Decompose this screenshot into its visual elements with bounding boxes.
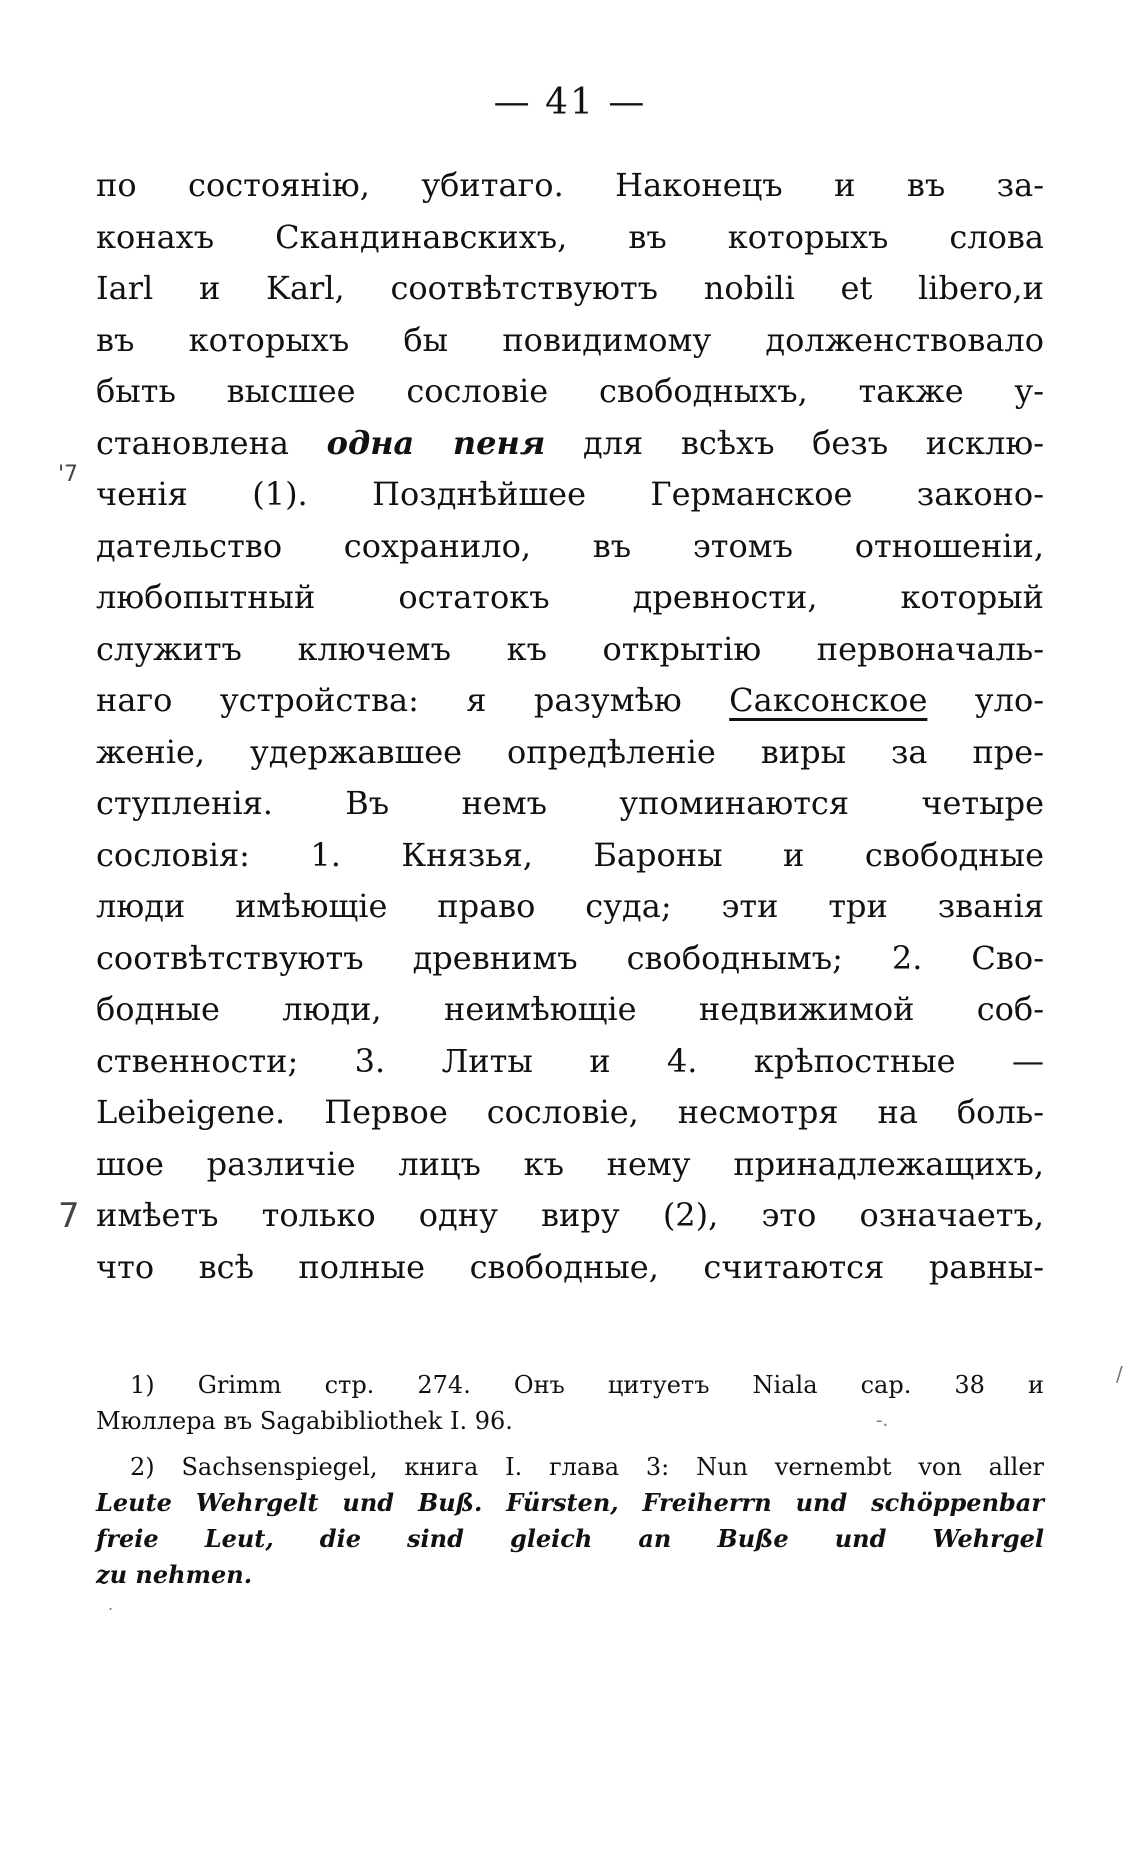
underlined-word: Саксонское bbox=[729, 681, 928, 719]
footnotes bbox=[96, 1367, 1044, 1593]
margin-mark: -. bbox=[876, 1410, 889, 1431]
text-line: люди имѣющіе право суда; эти три званія bbox=[96, 887, 1044, 925]
text-line: женіе, удержавшее опредѣленіе виры за пре- bbox=[96, 732, 1044, 771]
footnote-2-line: freie Leut, die sind gleich an Buße und Wehrgel bbox=[96, 1524, 1044, 1553]
text-segment: для всѣхъ безъ исклю- bbox=[582, 423, 1044, 462]
text-line: шое различіе лицъ къ нему принадлежащихъ, bbox=[96, 1144, 1044, 1183]
text-line: Iarl и Karl, соотвѣтствуютъ nobili et libero,и bbox=[96, 269, 1044, 307]
footnote-1-line: 1) Grimm стр. 274. Онъ цитуетъ Niala cap. 38 и bbox=[130, 1371, 1044, 1399]
footnote-1-line: Мюллера въ Sagabibliothek I. 96. bbox=[96, 1407, 513, 1435]
text-line: ступленія. Въ немъ упоминаются четыре bbox=[96, 784, 1044, 822]
margin-mark: 7 bbox=[58, 1196, 80, 1236]
text-line: ственности; 3. Литы и 4. крѣпостные — bbox=[96, 1041, 1044, 1080]
margin-mark: / bbox=[1116, 1362, 1123, 1386]
text-line: дательство сохранило, въ этомъ отношеніи, bbox=[96, 526, 1044, 565]
body-text bbox=[96, 160, 1044, 1293]
footnote-2-line: Leute Wehrgelt und Buß. Fürsten, Freiherrn und schöppenbar bbox=[96, 1488, 1044, 1517]
text-line: быть высшее сословіе свободныхъ, также у- bbox=[96, 372, 1044, 410]
text-line: ченія (1). Позднѣйшее Германское законо- bbox=[96, 475, 1044, 513]
text-line: служитъ ключемъ къ открытію первоначаль- bbox=[96, 629, 1044, 668]
text-segment: уло- bbox=[974, 681, 1045, 719]
emphasized-phrase: одна пеня bbox=[326, 423, 546, 462]
text-line: конахъ Скандинавскихъ, въ которыхъ слова bbox=[96, 217, 1044, 256]
text-line: бодные люди, неимѣющіе недвижимой соб- bbox=[96, 990, 1044, 1028]
text-line bbox=[96, 418, 1044, 470]
text-line: Leibeigene. Первое сословіе, несмотря на боль- bbox=[96, 1093, 1044, 1131]
page-number: — 41 — bbox=[493, 82, 647, 123]
margin-mark: '7 bbox=[58, 462, 79, 487]
text-line: соотвѣтствуютъ древнимъ свободнымъ; 2. Сво- bbox=[96, 938, 1044, 977]
text-line: сословія: 1. Князья, Бароны и свободные bbox=[96, 835, 1044, 874]
text-line bbox=[96, 675, 1044, 727]
text-line: въ которыхъ бы повидимому долженствовало bbox=[96, 320, 1044, 359]
text-line: любопытный остатокъ древности, который bbox=[96, 578, 1044, 616]
margin-mark: . bbox=[108, 1595, 114, 1614]
text-line: по состоянію, убитаго. Наконецъ и въ за- bbox=[96, 166, 1044, 204]
footnote-2-line: 2) Sachsenspiegel, книга I. глава 3: Nun vernembt von aller bbox=[130, 1453, 1044, 1481]
text-line: что всѣ полные свободные, считаются равны- bbox=[96, 1247, 1044, 1286]
text-segment: наго устройства: я разумѣю bbox=[96, 681, 682, 719]
footnote-2-line: zu nehmen. bbox=[96, 1560, 253, 1589]
text-line: имѣетъ только одну виру (2), это означаетъ, bbox=[96, 1196, 1044, 1234]
text-segment: становлена bbox=[96, 423, 289, 462]
